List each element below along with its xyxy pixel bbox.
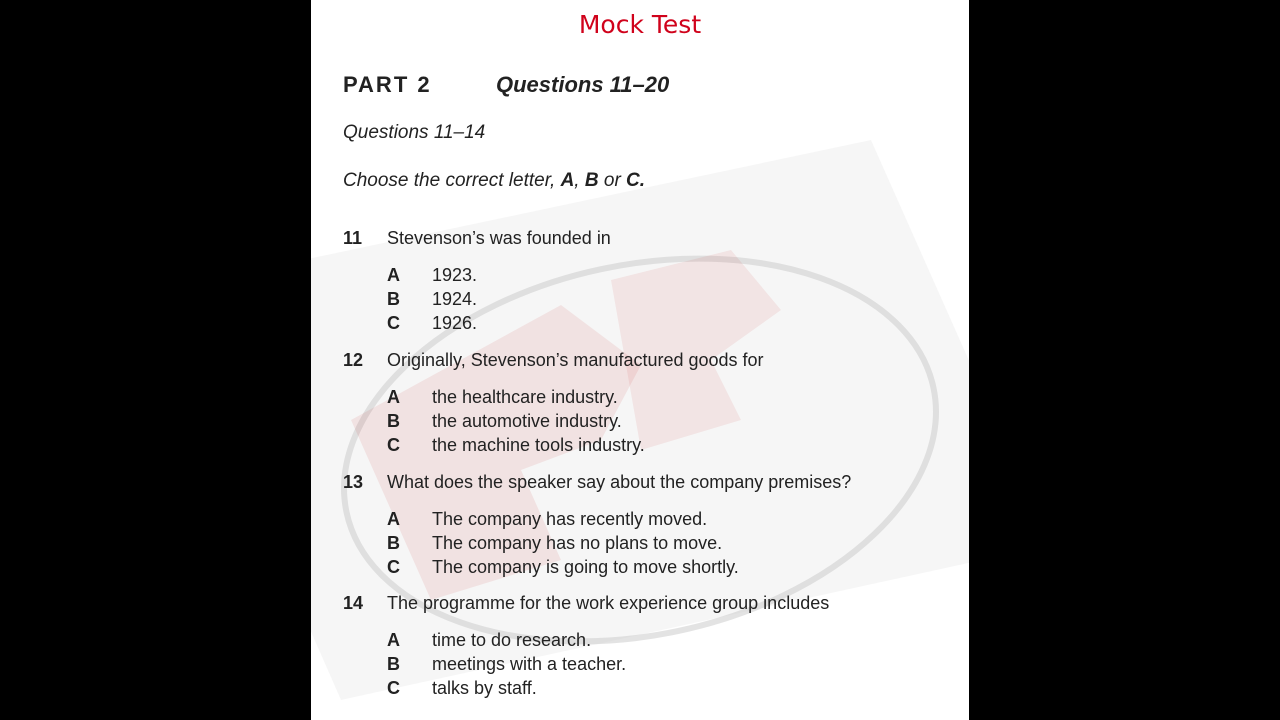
part-question-range: Questions 11–20 [496,72,670,97]
part-heading [343,72,670,98]
instruction-suffix: . [639,170,646,191]
option-text: talks by staff. [432,678,537,698]
part-label: PART 2 [343,72,432,97]
instruction-sep2: or [598,170,627,191]
option-text: meetings with a teacher. [432,654,627,674]
section-question-range: Questions 11–14 [343,122,486,143]
option-text: the automotive industry. [432,411,622,431]
option-text: The company has recently moved. [432,509,708,529]
question-text: Originally, Stevenson’s manufactured goods for [387,350,764,370]
instruction-letter-b: B [584,170,599,191]
question-text: Stevenson’s was founded in [387,228,611,248]
option-letter: A [387,509,400,529]
question-text: What does the speaker say about the company premises? [387,472,852,492]
question-number: 12 [343,350,364,370]
option-text: 1926. [432,313,478,333]
instruction-text [343,170,645,192]
option-text: 1924. [432,289,478,309]
option-text: The company has no plans to move. [432,533,723,553]
option-letter: C [387,435,400,455]
question-number: 14 [343,593,364,613]
option-text: the machine tools industry. [432,435,645,455]
option-letter: B [387,289,400,309]
document-page [311,0,969,720]
instruction-letter-a: A [560,170,575,191]
option-letter: C [387,557,400,577]
option-letter: A [387,265,400,285]
question-number: 11 [343,228,363,248]
instruction-prefix: Choose the correct letter, [343,170,561,191]
option-letter: A [387,387,400,407]
instruction-letter-c: C [626,170,640,191]
option-text: the healthcare industry. [432,387,618,407]
option-letter: C [387,313,400,333]
question-text: The programme for the work experience group includes [387,593,830,613]
question-number: 13 [343,472,364,492]
option-letter: C [387,678,400,698]
option-text: The company is going to move shortly. [432,557,739,577]
instruction-sep1: , [574,170,585,191]
option-text: 1923. [432,265,478,285]
option-letter: B [387,411,400,431]
page-title: Mock Test [578,10,702,39]
option-letter: A [387,630,400,650]
option-letter: B [387,654,400,674]
option-text: time to do research. [432,630,592,650]
option-letter: B [387,533,400,553]
